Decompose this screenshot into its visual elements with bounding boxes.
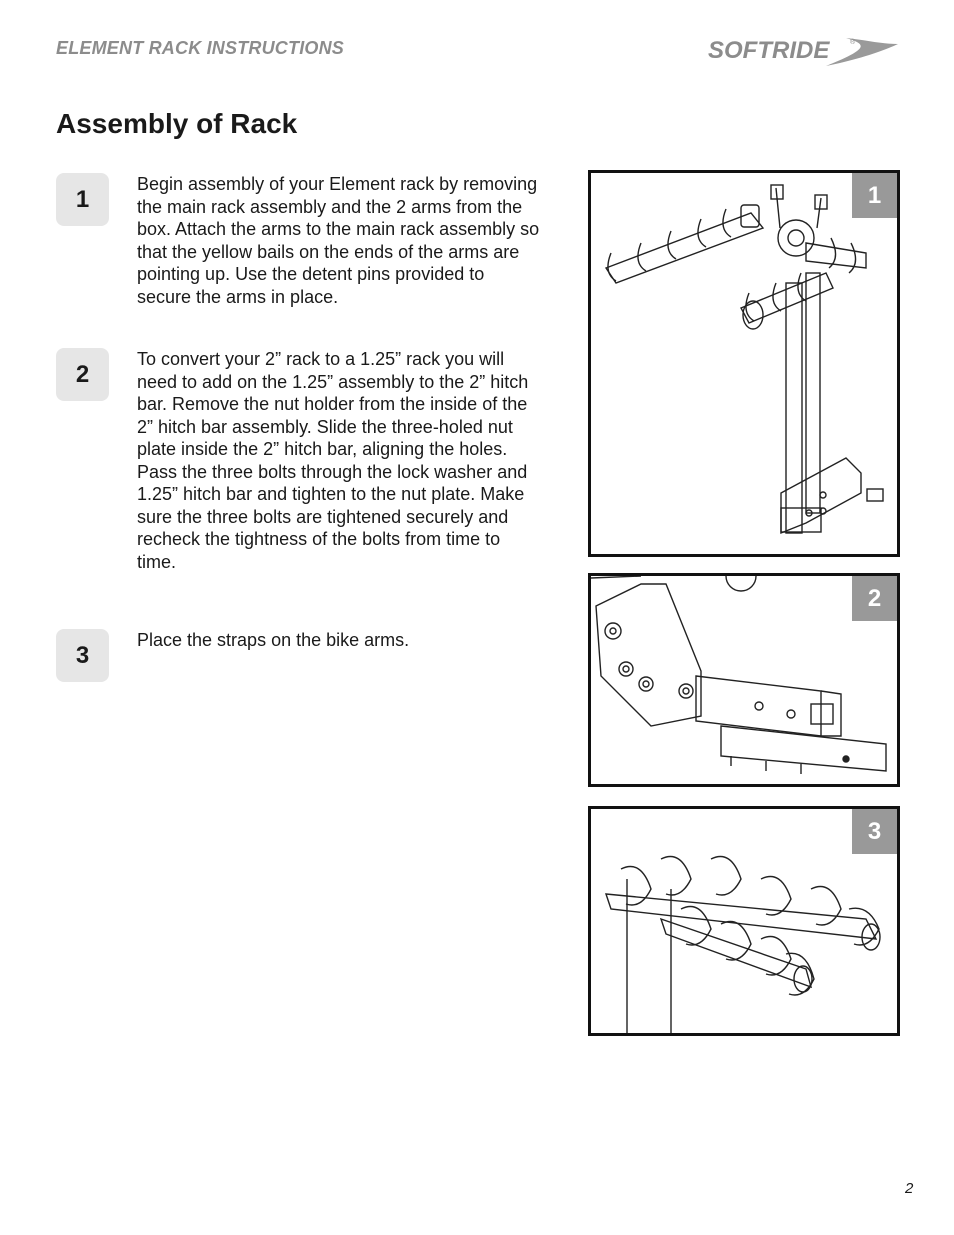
figure-number-label: 2	[852, 576, 897, 621]
figure-rack-assembly	[588, 170, 900, 557]
step-number-badge: 2	[56, 348, 109, 401]
document-header-title: ELEMENT RACK INSTRUCTIONS	[56, 38, 344, 58]
page-title: Assembly of Rack	[56, 108, 298, 139]
figure-hitch-bar	[588, 573, 900, 787]
svg-text:®: ®	[850, 39, 856, 46]
page-number: 2	[905, 1180, 914, 1197]
figure-number-label: 3	[852, 809, 897, 854]
step-instruction-text: Place the straps on the bike arms.	[137, 630, 410, 650]
step-number-badge: 3	[56, 629, 109, 682]
rack-assembly-illustration	[591, 173, 897, 554]
step-number-badge: 1	[56, 173, 109, 226]
figure-bike-arms-straps	[588, 806, 900, 1036]
softride-logo	[706, 30, 902, 72]
step-instruction-text: To convert your 2” rack to a 1.25” rack you will need to add on the 1.25” assembly to the 2” hitch bar. Remove the nut holder from the inside of the 2” hitch bar assembly. Slide the three-holed nut plate inside the 2” hitch bar, aligning the holes. Pass the three bolts through the lock washer and 1.25” hitch bar and tighten to the nut plate. Make sure the three bolts are tightened securely and recheck the tightness of the bolts from time to time.	[137, 349, 529, 572]
step-instruction-text: Begin assembly of your Element rack by removing the main rack assembly and the 2 arms from the box. Attach the arms to the main rack assembly so that the yellow bails on the ends of the arms are pointing up. Use the detent pins provided to secure the arms in place.	[137, 174, 540, 307]
svg-text:SOFTRIDE: SOFTRIDE	[708, 37, 830, 64]
figure-number-label: 1	[852, 173, 897, 218]
